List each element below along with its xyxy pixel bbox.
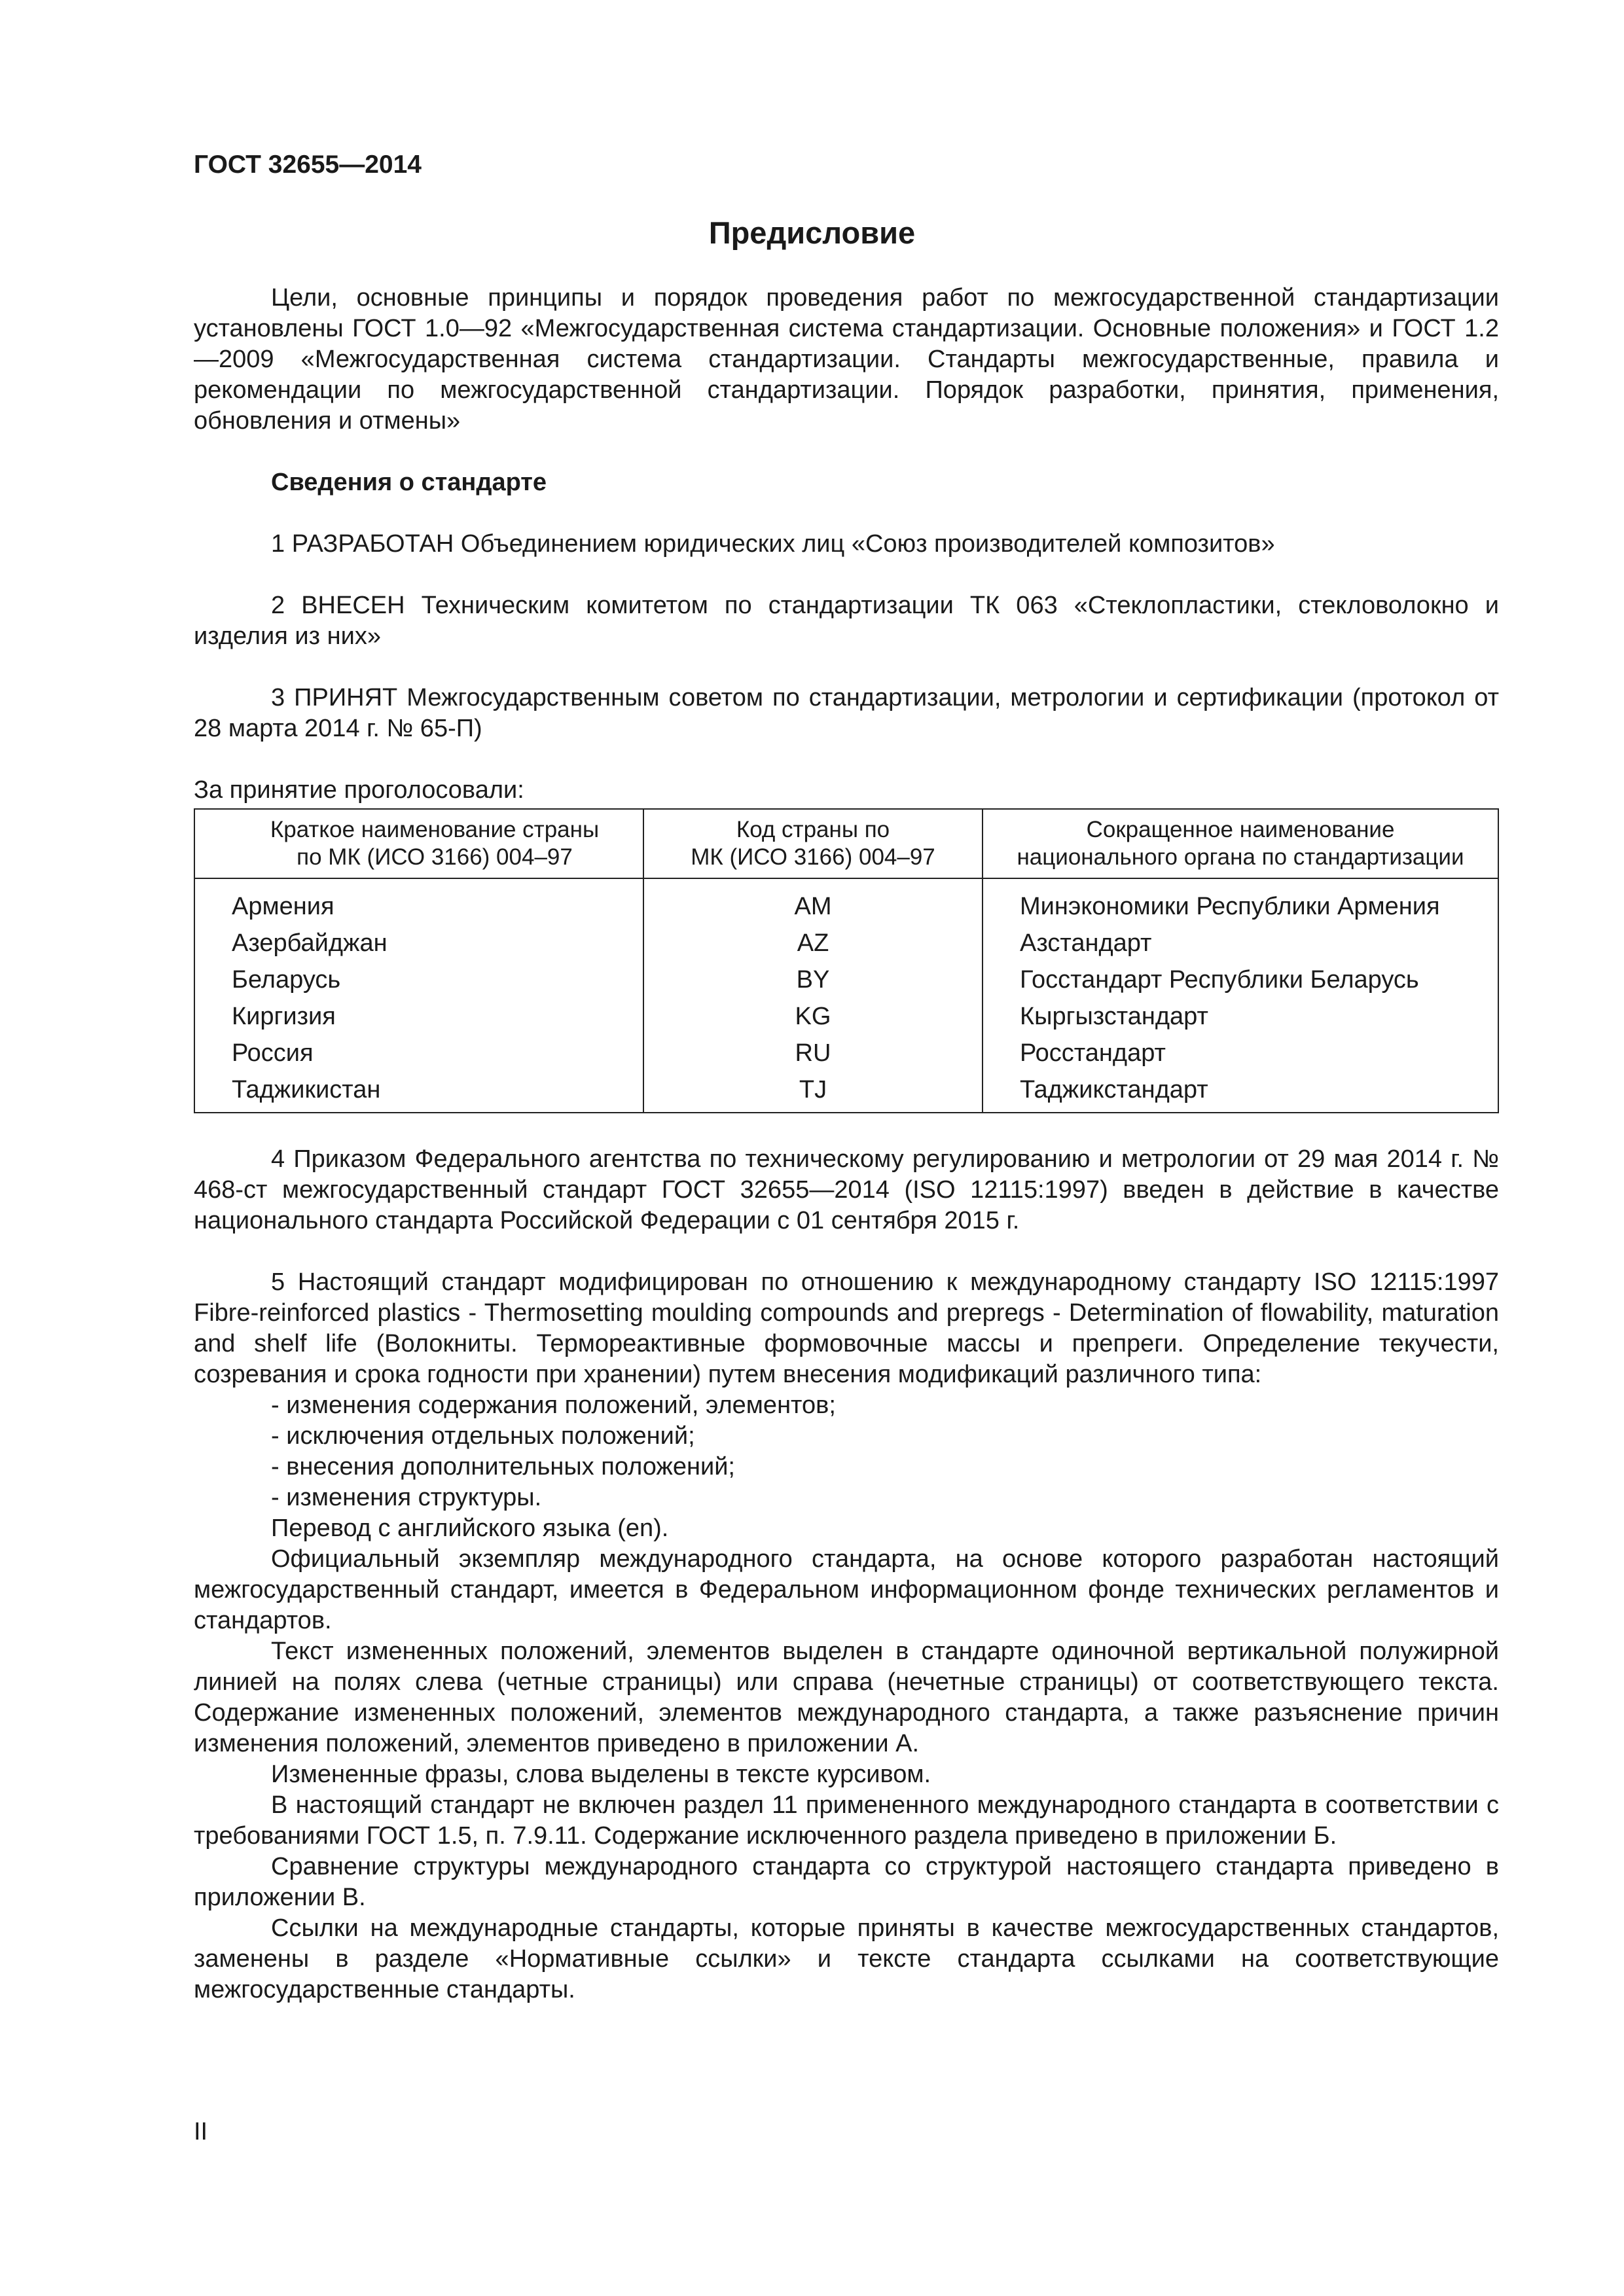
table-cell: Армения: [194, 878, 643, 925]
table-cell: RU: [643, 1035, 983, 1071]
intro-paragraph: Цели, основные принципы и порядок проведения работ по межгосударственной стандартизации установлены ГОСТ 1.0—92 «Межгосударственная система стандартизации. Основные положения» и ГОСТ 1.2—2009 «Межгосударственная система стандартизации. Стандарты межгосударственные, правила и рекомендации по межгосударственной стандартизации. Порядок разработки, принятия, применения, обновления и отмены»: [194, 284, 1499, 435]
table-header-row: [194, 809, 1498, 878]
table-cell: BY: [643, 961, 983, 998]
table-cell: Азербайджан: [194, 925, 643, 961]
official-copy-paragraph: Официальный экземпляр международного стандарта, на основе которого разработан настоящий межгосударственный стандарт, имеется в Федеральном информационном фонде технических регламентов и стандартов.: [194, 1545, 1499, 1634]
table-cell: Россия: [194, 1035, 643, 1071]
table-cell: Росстандарт: [983, 1035, 1498, 1071]
header-line: национального органа по стандартизации: [1017, 844, 1464, 870]
table-row: [194, 1035, 1498, 1071]
header-line: МК (ИСО 3166) 004–97: [691, 844, 935, 870]
info-heading: Сведения о стандарте: [271, 469, 547, 496]
modification-item: - внесения дополнительных положений;: [271, 1453, 735, 1480]
table-row: [194, 961, 1498, 998]
document-code: ГОСТ 32655—2014: [194, 151, 422, 179]
italic-note-paragraph: Измененные фразы, слова выделены в тексте курсивом.: [271, 1761, 931, 1788]
table-cell: Минэкономики Республики Армения: [983, 878, 1498, 925]
table-cell: Азстандарт: [983, 925, 1498, 961]
votes-label: За принятие проголосовали:: [194, 776, 524, 804]
item-2: 2 ВНЕСЕН Техническим комитетом по стандартизации ТК 063 «Стеклопластики, стекловолокно и изделия из них»: [194, 592, 1499, 650]
modification-item: - исключения отдельных положений;: [271, 1422, 695, 1450]
table-header-country: [194, 809, 643, 878]
table-cell: Таджикстандарт: [983, 1071, 1498, 1113]
table-row: [194, 878, 1498, 925]
item-3: 3 ПРИНЯТ Межгосударственным советом по стандартизации, метрологии и сертификации (протокол от 28 марта 2014 г. № 65-П): [194, 684, 1499, 742]
table-row: [194, 925, 1498, 961]
table-cell: Таджикистан: [194, 1071, 643, 1113]
table-header-organ: [983, 809, 1498, 878]
table-row: [194, 1071, 1498, 1113]
modification-item: - изменения содержания положений, элементов;: [271, 1391, 836, 1419]
section-excluded-paragraph: В настоящий стандарт не включен раздел 11 примененного международного стандарта в соответствии с требованиями ГОСТ 1.5, п. 7.9.11. Содержание исключенного раздела приведено в приложении Б.: [194, 1791, 1499, 1850]
structure-compare-paragraph: Сравнение структуры международного стандарта со структурой настоящего стандарта приведено в приложении В.: [194, 1853, 1499, 1911]
table-cell: AZ: [643, 925, 983, 961]
header-line: Код страны по: [736, 817, 890, 842]
references-paragraph: Ссылки на международные стандарты, которые приняты в качестве межгосударственных стандартов, заменены в разделе «Нормативные ссылки» и тексте стандарта ссылками на соответствующие межгосударственные стандарты.: [194, 1914, 1499, 2003]
table-cell: Киргизия: [194, 998, 643, 1035]
item-4: 4 Приказом Федерального агентства по техническому регулированию и метрологии от 29 мая 2014 г. № 468-ст межгосударственный стандарт ГОСТ 32655—2014 (ISO 12115:1997) введен в действие в качестве национального стандарта Российской Федерации с 01 сентября 2015 г.: [194, 1145, 1499, 1234]
page-number: II: [194, 2118, 208, 2145]
table-cell: Госстандарт Республики Беларусь: [983, 961, 1498, 998]
item-5: 5 Настоящий стандарт модифицирован по отношению к международному стандарту ISO 12115:1997 Fibre-reinforced plastics - Thermosetting moulding compounds and prepregs - Determination of flowability, maturation and shelf life (Волокниты. Термореактивные формовочные массы и препреги. Определение текучести, созревания и срока годности при хранении) путем внесения модификаций различного типа:: [194, 1268, 1499, 1388]
table-cell: Кыргызстандарт: [983, 998, 1498, 1035]
table-header-code: [643, 809, 983, 878]
table-cell: Беларусь: [194, 961, 643, 998]
header-line: по МК (ИСО 3166) 004–97: [297, 844, 573, 870]
header-line: Краткое наименование страны: [270, 817, 600, 842]
modification-item: - изменения структуры.: [271, 1484, 542, 1511]
table-cell: AM: [643, 878, 983, 925]
header-line: Сокращенное наименование: [1086, 817, 1395, 842]
item-1: 1 РАЗРАБОТАН Объединением юридических лиц «Союз производителей композитов»: [271, 530, 1275, 558]
table-cell: KG: [643, 998, 983, 1035]
table-row: [194, 998, 1498, 1035]
document-body: [194, 283, 1499, 2005]
votes-table: [194, 808, 1499, 1113]
changed-text-paragraph: Текст измененных положений, элементов выделен в стандарте одиночной вертикальной полужирной линией на полях слева (четные страницы) или справа (нечетные страницы) от соответствующего текста. Содержание измененных положений, элементов международного стандарта, а также разъяснение причин изменения положений, элементов приведено в приложении А.: [194, 1638, 1499, 1757]
table-cell: TJ: [643, 1071, 983, 1113]
translation-note: Перевод с английского языка (en).: [271, 1515, 669, 1542]
page-title: Предисловие: [708, 215, 916, 250]
